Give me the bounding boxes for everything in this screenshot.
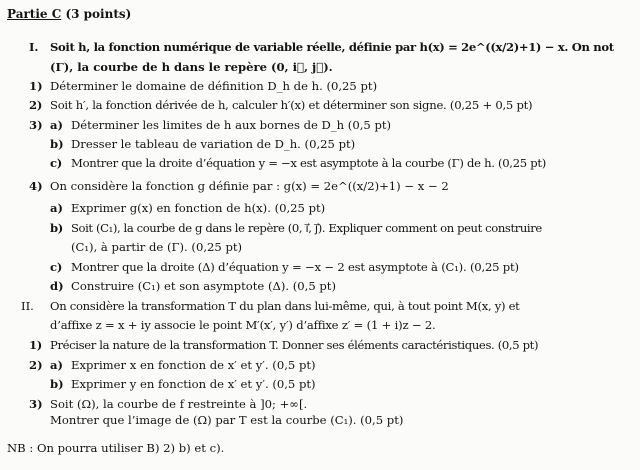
part-ii-label: II. [21,299,34,313]
question-text: Exprimer x en fonction de x′ et y′. (0,5 pt) [71,358,316,372]
question-text: Dresser le tableau de variation de D_h. (0,25 pt) [71,137,356,151]
section-title-part: Partie C [7,7,62,21]
question-text: Préciser la nature de la transformation T. Donner ses éléments caractéristiques. (0,5 pt) [50,338,539,352]
question-1 [29,79,377,93]
part-ii-intro-line-2: d’affixe z = x + iy associe le point M′(x′, y′) d’affixe z′ = (1 + i)z − 2. [50,318,436,332]
question-text: Montrer que la droite (Δ) d’équation y = −x − 2 est asymptote à (C₁). (0,25 pt) [71,260,519,274]
sub-question-label: a) [50,118,63,132]
question-2 [29,98,532,112]
question-label: 1) [29,338,42,352]
sub-question-label: b) [50,377,64,391]
part-ii-question-1 [29,338,538,352]
question-text: Soit (C₁), la courbe de g dans le repère (0, i⃗, j⃗). Expliquer comment on peut construire [71,221,542,235]
question-text: Exprimer g(x) en fonction de h(x). (0,25 pt) [71,201,326,215]
part-i-intro-line-2: (Γ), la courbe de h dans le repère (0, i⃗, j⃗). [50,60,333,74]
question-4b-line-1 [50,221,542,235]
section-title [7,7,131,21]
sub-question-label: c) [50,156,62,170]
question-4b-line-2: (C₁), à partir de (Γ). (0,25 pt) [71,240,243,254]
question-4c [50,260,519,274]
part-ii-question-3-line-1 [29,397,307,411]
question-3b [50,137,355,151]
question-label: 3) [29,118,43,132]
sub-question-label: d) [50,279,64,293]
question-label: 3) [29,397,43,411]
question-text: Exprimer y en fonction de x′ et y′. (0,5 pt) [71,377,316,391]
sub-question-label: b) [50,221,63,235]
question-4a [50,201,325,215]
sub-question-label: a) [50,201,63,215]
part-i-intro-line-1: Soit h, la fonction numérique de variable réelle, définie par h(x) = 2e^((x/2)+1) − x. On not [50,40,614,54]
sub-question-label: c) [50,260,63,274]
section-title-points: (3 points) [61,7,132,21]
question-text: On considère la fonction g définie par : g(x) = 2e^((x/2)+1) − x − 2 [50,179,449,193]
part-ii-question-2b [50,377,316,391]
part-i-label: I. [29,40,39,54]
sub-question-label: b) [50,137,64,151]
question-text: Déterminer le domaine de définition D_h de h. (0,25 pt) [50,79,378,93]
question-3c [50,156,546,170]
question-label: 1) [29,79,43,93]
question-label: 2) [29,98,43,112]
question-text: Soit (Ω), la courbe de f restreinte à ]0; +∞[. [50,397,308,411]
question-4-intro [29,179,449,193]
part-ii-question-2a [29,358,316,372]
question-3a [29,118,391,132]
question-label: 4) [29,179,43,193]
question-text: Déterminer les limites de h aux bornes de D_h (0,5 pt) [71,118,392,132]
question-4d [50,279,336,293]
question-text: Montrer que la droite d’équation y = −x est asymptote à la courbe (Γ) de h. (0,25 pt) [71,156,546,170]
sub-question-label: a) [50,358,63,372]
question-text: Construire (C₁) et son asymptote (Δ). (0,5 pt) [71,279,336,293]
question-label: 2) [29,358,43,372]
question-text: Soit h′, la fonction dérivée de h, calculer h′(x) et déterminer son signe. (0,25 + 0,5 pt) [50,98,533,112]
note: NB : On pourra utiliser B) 2) b) et c). [7,441,225,455]
part-ii-intro-line-1: On considère la transformation T du plan dans lui-même, qui, à tout point M(x, y) et [50,299,520,313]
part-ii-question-3-line-2: Montrer que l’image de (Ω) par T est la courbe (C₁). (0,5 pt) [50,413,404,427]
